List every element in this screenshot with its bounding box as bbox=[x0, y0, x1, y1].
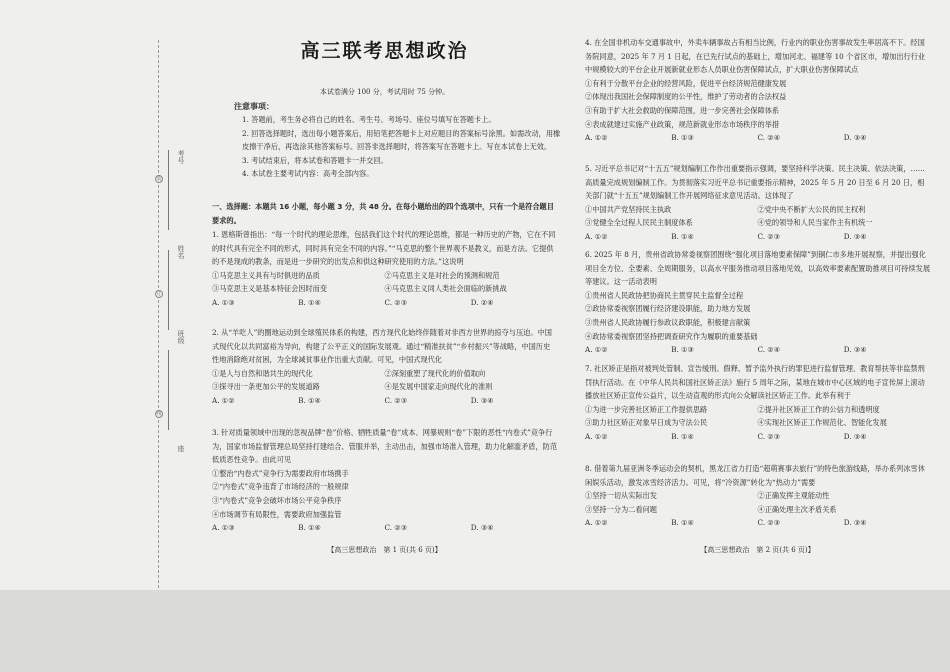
option-1: ①是人与自然和谐共生的现代化 bbox=[212, 368, 313, 378]
choice-a: A. ①③ bbox=[212, 297, 235, 307]
notes-list bbox=[242, 113, 562, 181]
question-8 bbox=[585, 462, 930, 530]
question-stem: 5. 习近平总书记对“十五五”规划编制工作作出重要指示强调，要坚持科学决策、民主决策、依法决策，……高质量完成规划编制工作。为贯彻落实习近平总书记重要指示精神，2025 年 5 月 20 日至 6 月 20 日，相关部门就“十五五”规划编制工作开展网络征求意见活动。这体现了 bbox=[585, 164, 925, 201]
choice-a: A. ①② bbox=[585, 518, 608, 528]
option-1: ①贵州省人民政协把协商民主贯穿民主监督全过程 bbox=[585, 290, 744, 300]
option-4: ④正确处理主次矛盾关系 bbox=[757, 504, 837, 514]
choice-c: C. ②③ bbox=[757, 518, 781, 528]
choice-b: B. ①④ bbox=[298, 395, 321, 405]
choice-b: B. ①④ bbox=[671, 231, 694, 241]
choice-d: D. ③④ bbox=[843, 231, 867, 241]
choice-d: D. ③④ bbox=[470, 395, 494, 405]
option-1: ①坚持一切从实际出发 bbox=[585, 491, 657, 501]
option-2: ②政协常委视察团履行经济建设职能，助力地方发展 bbox=[585, 304, 751, 314]
option-4: ④实现社区矫正工作规范化、智能化发展 bbox=[757, 418, 887, 428]
choice-c: C. ②③ bbox=[384, 395, 408, 405]
option-2: ②正确发挥主观能动性 bbox=[757, 491, 830, 501]
binding-dashed-line bbox=[158, 40, 159, 588]
choice-a: A. ①② bbox=[585, 231, 608, 241]
choice-d: D. ③④ bbox=[843, 133, 867, 143]
option-3: ③坚持一分为二看问题 bbox=[585, 504, 657, 514]
choice-a: A. ①② bbox=[212, 395, 235, 405]
option-4: ④马克思主义同人类社会面临的新挑战 bbox=[384, 284, 507, 294]
option-4: ④市场调节有局限性，需要政府加强监管 bbox=[212, 509, 342, 519]
option-3: ③助力社区矫正对象早日成为守法公民 bbox=[585, 418, 708, 428]
choice-d: D. ③④ bbox=[843, 518, 867, 528]
question-5 bbox=[585, 162, 930, 244]
option-1: ①有利于分散平台企业的经营风险，促进平台经济规范健康发展 bbox=[585, 78, 787, 88]
question-stem: 8. 借着第九届亚洲冬季运动会的契机，黑龙江省力打造“超萌赛事去旅行”的特色旅游线路，举办系列冰雪休闲娱乐活动，激发冰雪经济活力。可见，将“冷资源”转化为“热动力”需要 bbox=[585, 464, 925, 487]
choice-d: D. ③④ bbox=[843, 431, 867, 441]
choice-a: A. ①③ bbox=[212, 523, 235, 533]
option-4: ④是发展中国家走向现代化的准则 bbox=[384, 382, 493, 392]
binding-label-name: 姓名 bbox=[177, 245, 185, 259]
option-3: ③探寻出一条更加公平的发展道路 bbox=[212, 382, 320, 392]
question-2 bbox=[212, 326, 557, 408]
question-stem: 2. 从“羊吃人”的圈地运动到全球殖民体系的构建，西方现代化始终伴随着对非西方世界的掠夺与压迫。中国式现代化以共同富裕为导向，构建了公平正义的国际发展观。通过“精准扶贫”“乡村振兴”等战略，中国历史性地消除绝对贫困，为全球减贫事业作出重大贡献。可见，中国式现代化 bbox=[212, 328, 552, 365]
note-1: 1. 答题前，考生务必将自己的姓名、考生号、考场号、座位号填写在答题卡上。 bbox=[242, 115, 496, 124]
choice-c: C. ②③ bbox=[757, 431, 781, 441]
page-1-footer: 【高三思想政治 第 1 页(共 6 页)】 bbox=[327, 546, 442, 554]
option-3: ③党健全全过程人民民主制度体系 bbox=[585, 218, 693, 228]
choice-b: B. ①④ bbox=[671, 431, 694, 441]
binding-label-class: 班级 bbox=[177, 330, 185, 344]
option-2: ②深刻重塑了现代化的价值取向 bbox=[384, 368, 486, 378]
option-4: ④党的领导和人民当家作主有机统一 bbox=[757, 218, 873, 228]
exam-info: 本试卷满分 100 分，考试用时 75 分钟。 bbox=[319, 88, 450, 96]
option-1: ①中国共产党坚持民主执政 bbox=[585, 204, 672, 214]
option-4: ④政协常委视察团坚持把调查研究作为履职的重要基础 bbox=[585, 331, 758, 341]
binding-solid-line-1 bbox=[168, 150, 170, 230]
choice-d: D. ③④ bbox=[843, 345, 867, 355]
question-stem: 7. 社区矫正是指对被判处管制、宣告缓刑、假释、暂予监外执行的罪犯进行监督管理、教育帮扶等非监禁刑罚执行活动。在《中华人民共和国社区矫正法》施行 5 周年之际，某地在城市中心区域的电子宣传屏上滚动播放社区矫正宣传公益片，以生动直观的形式向公众解读社区矫正工作。此举有利于 bbox=[585, 364, 925, 401]
choice-d: D. ②④ bbox=[470, 297, 494, 307]
question-7 bbox=[585, 362, 930, 444]
choice-a: A. ①② bbox=[585, 133, 608, 143]
choice-c: C. ②③ bbox=[384, 523, 408, 533]
choice-c: C. ②③ bbox=[757, 231, 781, 241]
question-3 bbox=[212, 426, 557, 535]
note-4: 4. 本试卷主要考试内容：高考全部内容。 bbox=[242, 169, 374, 179]
choice-b: B. ①④ bbox=[298, 523, 321, 533]
option-2: ②马克思主义是对社会的预测和规范 bbox=[384, 270, 500, 280]
exam-title: 高三联考思想政治 bbox=[300, 40, 469, 62]
option-1: ①整治“内卷式”竞争行为需要政府市场携手 bbox=[212, 468, 349, 478]
scanner-background bbox=[0, 590, 950, 672]
question-4 bbox=[585, 36, 930, 145]
binding-label-student-id: 考号 bbox=[177, 150, 185, 164]
option-1: ①为进一步完善社区矫正工作提供思路 bbox=[585, 404, 708, 414]
note-3: 3. 考试结束后，将本试卷和答题卡一并交回。 bbox=[242, 155, 388, 165]
choice-b: B. ①③ bbox=[671, 133, 694, 143]
option-3: ③有助于扩大社会救助的保障范围，进一步完善社会保障体系 bbox=[585, 105, 780, 115]
choice-a: A. ①② bbox=[585, 431, 608, 441]
binding-label-seat: 座 bbox=[177, 445, 185, 452]
choice-c: C. ②③ bbox=[384, 297, 408, 307]
option-2: ②提升社区矫正工作的公信力和透明度 bbox=[757, 404, 880, 414]
notes-title: 注意事项： bbox=[234, 102, 274, 111]
option-2: ②体现出我国社会保障制度的公平性，维护了劳动者的合法权益 bbox=[585, 92, 787, 102]
question-1 bbox=[212, 228, 557, 310]
option-4: ④表成就建过实施产业政策，规范新就业形态市场秩序的举措 bbox=[585, 119, 780, 129]
page-2-footer: 【高三思想政治 第 2 页(共 6 页)】 bbox=[700, 546, 815, 554]
choice-d: D. ③④ bbox=[470, 523, 494, 533]
option-2: ②党中央不断扩大公民的民主权利 bbox=[757, 204, 866, 214]
binding-mark-zhuang: 装 bbox=[156, 176, 162, 182]
question-stem: 3. 针对质量领域中出现的忽视品牌“卷”价格、牺牲质量“卷”成本、网暴规则“卷”下限的恶性“内卷式”竞争行为，国家市场监督管理总局坚持打建结合、管服并举，主动出击，加强市场准入管理，助力化解滥矛盾，防范低质恶性竞争。由此可见 bbox=[212, 428, 558, 465]
option-1: ①马克思主义具有与时俱进的品质 bbox=[212, 270, 320, 280]
section-heading: 一、选择题：本题共 16 小题，每小题 3 分，共 48 分。在每小题给出的四个选项中，只有一个是符合题目要求的。 bbox=[212, 202, 554, 225]
choice-b: B. ①③ bbox=[671, 345, 694, 355]
question-stem: 6. 2025 年 8 月，贵州省政协常委视察团围绕“强化项目落地要素保障”到铜仁市多地开展视察，并提出强化项目全方位、全要素、全周期服务，以高水平服务推动项目落地见效，以高效率要素配置助推项目可持续发展等建议。这一活动表明 bbox=[585, 250, 931, 287]
choice-c: C. ②④ bbox=[757, 133, 781, 143]
option-3: ③“内卷式”竞争会破坏市场公平竞争秩序 bbox=[212, 495, 342, 505]
choice-c: C. ②④ bbox=[757, 345, 781, 355]
question-stem: 4. 在全国非机动车交通事故中，外卖车辆事故占有相当比例，行业内的职业伤害事故发生率居高不下。经国务院同意，2025 年 7 月 1 日起，在已先行试点的基础上，增加河北、福建等 10 个省区市，增加出行行业中规模较大的平台企业开展新就业形态人员职业伤害保障试点，扩大职业伤害保障试点 bbox=[585, 38, 926, 75]
binding-mark-xian: 线 bbox=[156, 411, 162, 417]
binding-solid-line-3 bbox=[168, 350, 170, 430]
option-2: ②“内卷式”竞争违背了市场经济的一般规律 bbox=[212, 482, 349, 492]
choice-a: A. ①② bbox=[585, 345, 608, 355]
question-6 bbox=[585, 248, 930, 357]
question-stem: 1. 恩格斯曾指出：“每一个时代的理论思维，包括我们这个时代的理论思维，都是一种历史的产物，它在不同的时代具有完全不同的形式，同时具有完全不同的内容。”“马克思的整个世界观不是教义，而是方法。它提供的不是现成的教条，而是进一步研究的出发点和供这种研究使用的方法。”这说明 bbox=[212, 230, 556, 267]
note-2: 2. 回答选择题时，选出每小题答案后，用铅笔把答题卡上对应题目的答案标号涂黑。如需改动，用橡皮擦干净后，再选涂其他答案标号。回答非选择题时，将答案写在答题卡上。写在本试卷上无效。 bbox=[242, 128, 561, 152]
choice-b: B. ①④ bbox=[298, 297, 321, 307]
option-3: ③马克思主义是基本特征会因时而变 bbox=[212, 284, 328, 294]
binding-mark-ding: 订 bbox=[156, 291, 162, 297]
option-3: ③贵州省人民政协履行参政议政职能，积极建言献策 bbox=[585, 317, 751, 327]
binding-solid-line-2 bbox=[168, 250, 170, 330]
choice-b: B. ①④ bbox=[671, 518, 694, 528]
